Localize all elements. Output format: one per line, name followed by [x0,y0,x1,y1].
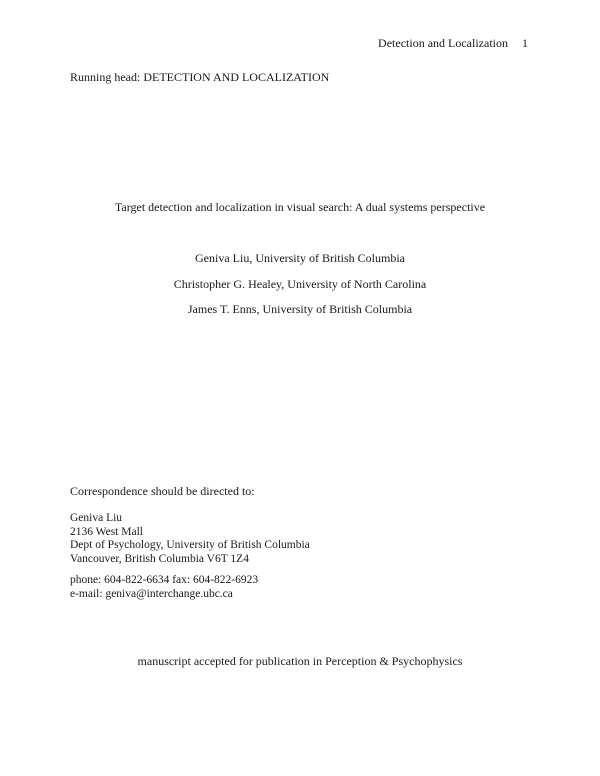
author-line: Geniva Liu, University of British Columbia [195,251,405,265]
page-number: 1 [522,36,528,50]
author-line: James T. Enns, University of British Columbia [187,302,413,316]
email: e-mail: geniva@interchange.ubc.ca [70,587,233,600]
city-postal: Vancouver, British Columbia V6T 1Z4 [70,552,249,565]
author-line: Christopher G. Healey, University of North Carolina [173,277,427,291]
correspondence-label: Correspondence should be directed to: [70,484,255,498]
street-address: 2136 West Mall [70,525,143,538]
department: Dept of Psychology, University of British Columbia [70,539,310,551]
paper-title: Target detection and localization in visual search: A dual systems perspective [114,200,486,214]
publication-note: manuscript accepted for publication in Perception & Psychophysics [137,654,463,668]
correspondence-address [70,512,310,566]
running-head: Running head: DETECTION AND LOCALIZATION [70,70,330,84]
contact-name: Geniva Liu [70,512,123,524]
contact-info [70,574,258,601]
phone-fax: phone: 604-822-6634 fax: 604-822-6923 [70,574,259,586]
page-header [378,36,528,51]
header-short-title: Detection and Localization [378,36,508,50]
